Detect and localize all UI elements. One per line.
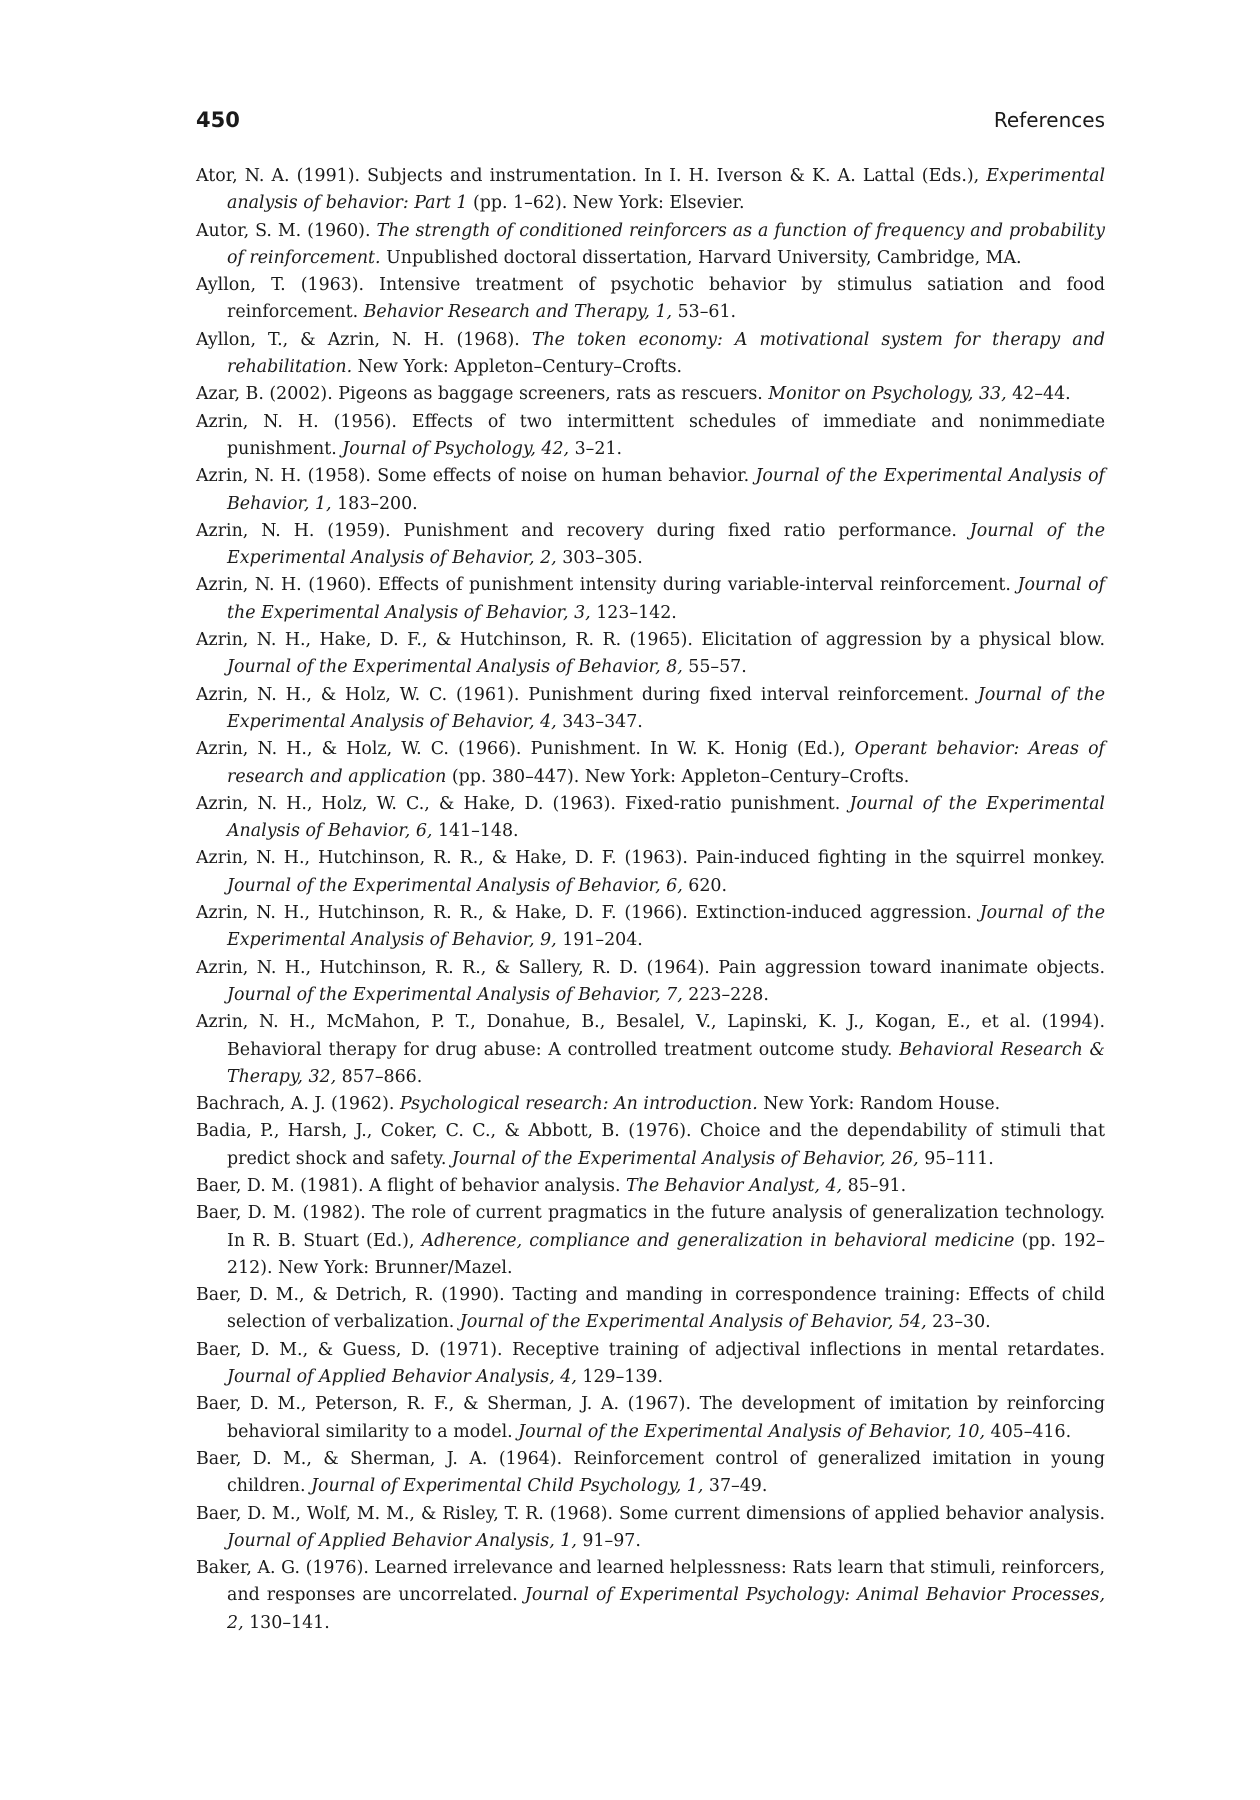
reference-text: Baer, D. M. (1982). The role of current pragmatics in the future analysis of generalization technology. In R. B. Stuart (Ed.),	[196, 1203, 1105, 1251]
reference-pages: 191–204.	[556, 930, 643, 951]
reference-source-title: Journal of the Experimental Analysis of Behavior, 4,	[227, 684, 1106, 732]
reference-entry	[196, 1009, 1105, 1091]
reference-pages: Unpublished doctoral dissertation, Harvard University, Cambridge, MA.	[380, 247, 1022, 268]
reference-pages: 85–91.	[842, 1175, 907, 1196]
reference-pages: 55–57.	[682, 657, 747, 678]
reference-entry	[196, 272, 1105, 327]
reference-pages: 91–97.	[576, 1530, 641, 1551]
reference-text: Azar, B. (2002). Pigeons as baggage screeners, rats as rescuers.	[196, 384, 769, 405]
reference-pages: New York: Random House.	[757, 1094, 1001, 1115]
reference-entry	[196, 218, 1105, 273]
reference-text: Azrin, N. H. (1958). Some effects of noise on human behavior.	[196, 466, 756, 487]
reference-pages: 141–148.	[432, 821, 519, 842]
reference-pages: 37–49.	[703, 1476, 768, 1497]
reference-text: Baer, D. M., Wolf, M. M., & Risley, T. R. (1968). Some current dimensions of applied behavior analysis.	[196, 1503, 1105, 1524]
reference-text: Azrin, N. H. (1959). Punishment and recovery during fixed ratio performance.	[196, 520, 970, 541]
reference-pages: 42–44.	[1006, 384, 1071, 405]
reference-source-title: Journal of the Experimental Analysis of Behavior, 9,	[227, 903, 1106, 951]
reference-pages: 405–416.	[985, 1421, 1072, 1442]
reference-source-title: Journal of Psychology, 42,	[342, 438, 570, 459]
reference-text: Badia, P., Harsh, J., Coker, C. C., & Abbott, B. (1976). Choice and the dependability of stimuli that predict shock and safety.	[196, 1121, 1105, 1169]
reference-entry	[196, 1501, 1105, 1556]
page-header	[196, 108, 1105, 132]
reference-text: Baer, D. M., & Detrich, R. (1990). Tacting and manding in correspondence training: Effects of child selection of verbalization.	[196, 1285, 1105, 1333]
reference-text: Azrin, N. H., Hutchinson, R. R., & Hake, D. F. (1963). Pain-induced fighting in the squirrel monkey.	[196, 848, 1105, 869]
reference-text: Baer, D. M., & Sherman, J. A. (1964). Reinforcement control of generalized imitation in young children.	[196, 1448, 1105, 1497]
reference-text: Ator, N. A. (1991). Subjects and instrumentation. In I. H. Iverson & K. A. Lattal (Eds.),	[196, 166, 987, 186]
reference-source-title: Journal of the Experimental Analysis of Behavior, 6,	[227, 793, 1105, 842]
reference-entry	[196, 463, 1105, 518]
reference-source-title: Journal of the Experimental Analysis of Behavior, 3,	[227, 575, 1106, 623]
reference-pages: New York: Appleton–Century–Crofts.	[352, 357, 683, 378]
reference-source-title: Experimental analysis of behavior: Part 1	[227, 166, 1105, 214]
reference-source-title: Journal of the Experimental Analysis of Behavior, 8,	[227, 657, 683, 678]
reference-text: Azrin, N. H. (1956). Effects of two intermittent schedules of immediate and nonimmediate punishment.	[196, 411, 1105, 459]
reference-source-title: Journal of the Experimental Analysis of Behavior, 10,	[518, 1421, 985, 1442]
reference-text: Baker, A. G. (1976). Learned irrelevance and learned helplessness: Rats learn that stimuli, reinforcers, and responses are uncorrelated.	[196, 1558, 1105, 1606]
reference-entry	[196, 1337, 1105, 1392]
reference-text: Autor, S. M. (1960).	[196, 220, 377, 241]
reference-source-title: Journal of the Experimental Analysis of Behavior, 26,	[451, 1148, 919, 1169]
reference-text: Bachrach, A. J. (1962).	[196, 1094, 400, 1115]
reference-entry	[196, 955, 1105, 1010]
reference-pages: 123–142.	[590, 602, 677, 623]
reference-text: Azrin, N. H., & Holz, W. C. (1961). Punishment during fixed interval reinforcement.	[196, 684, 978, 705]
reference-text: Ayllon, T., & Azrin, N. H. (1968).	[196, 329, 532, 350]
reference-source-title: The Behavior Analyst, 4,	[626, 1175, 843, 1196]
reference-entry	[196, 1555, 1105, 1637]
reference-entry	[196, 327, 1105, 382]
reference-source-title: The strength of conditioned reinforcers as a function of frequency and probability of reinforcement.	[227, 220, 1105, 268]
reference-source-title: Journal of Experimental Psychology: Animal Behavior Processes, 2,	[227, 1585, 1105, 1633]
reference-pages: (pp. 192–212). New York: Brunner/Mazel.	[227, 1230, 1105, 1278]
reference-entry	[196, 409, 1105, 464]
reference-entry	[196, 900, 1105, 955]
reference-source-title: Behavioral Research & Therapy, 32,	[227, 1039, 1105, 1087]
reference-entry	[196, 1200, 1105, 1282]
reference-entry	[196, 1091, 1105, 1118]
reference-pages: 620.	[682, 875, 727, 896]
reference-entry	[196, 845, 1105, 900]
reference-pages: (pp. 1–62). New York: Elsevier.	[467, 193, 745, 214]
reference-source-title: Journal of the Experimental Analysis of Behavior, 2,	[227, 520, 1105, 569]
running-head: References	[993, 108, 1105, 132]
page-number: 450	[196, 108, 240, 132]
reference-text: Ayllon, T. (1963). Intensive treatment of psychotic behavior by stimulus satiation and food reinforcement.	[196, 275, 1105, 323]
reference-entry	[196, 1446, 1105, 1501]
reference-text: Azrin, N. H., Hutchinson, R. R., & Sallery, R. D. (1964). Pain aggression toward inanimate objects.	[196, 957, 1105, 978]
reference-pages: 53–61.	[672, 302, 737, 323]
reference-source-title: Journal of Applied Behavior Analysis, 4,	[227, 1367, 577, 1388]
reference-pages: 223–228.	[682, 984, 769, 1005]
reference-entry	[196, 1282, 1105, 1337]
reference-source-title: Journal of Experimental Child Psychology, 1,	[311, 1476, 704, 1497]
reference-entry	[196, 682, 1105, 737]
reference-entry	[196, 163, 1105, 218]
reference-text: Azrin, N. H., Hutchinson, R. R., & Hake, D. F. (1966). Extinction-induced aggression.	[196, 903, 980, 924]
reference-source-title: Behavior Research and Therapy, 1,	[363, 302, 673, 323]
reference-entry	[196, 572, 1105, 627]
reference-pages: (pp. 380–447). New York: Appleton–Century–Crofts.	[446, 766, 910, 787]
reference-source-title: The token economy: A motivational system for therapy and rehabilitation.	[227, 329, 1105, 378]
reference-source-title: Journal of the Experimental Analysis of Behavior, 1,	[227, 466, 1105, 514]
reference-text: Azrin, N. H., Holz, W. C., & Hake, D. (1963). Fixed-ratio punishment.	[196, 793, 850, 814]
reference-pages: 857–866.	[336, 1066, 423, 1087]
reference-source-title: Journal of the Experimental Analysis of Behavior, 54,	[459, 1312, 927, 1333]
reference-text: Azrin, N. H., Hake, D. F., & Hutchinson, R. R. (1965). Elicitation of aggression by a physical blow.	[196, 630, 1105, 651]
reference-text: Baer, D. M., & Guess, D. (1971). Receptive training of adjectival inflections in mental retardates.	[196, 1339, 1105, 1360]
reference-source-title: Journal of Applied Behavior Analysis, 1,	[227, 1530, 577, 1551]
reference-entry	[196, 736, 1105, 791]
reference-entry	[196, 381, 1105, 408]
reference-entry	[196, 791, 1105, 846]
reference-text: Azrin, N. H. (1960). Effects of punishment intensity during variable-interval reinforcement.	[196, 575, 1018, 596]
reference-entry	[196, 627, 1105, 682]
reference-text: Baer, D. M., Peterson, R. F., & Sherman, J. A. (1967). The development of imitation by reinforcing behavioral similarity to a model.	[196, 1394, 1105, 1442]
reference-pages: 183–200.	[331, 493, 418, 514]
reference-source-title: Journal of the Experimental Analysis of Behavior, 6,	[227, 875, 683, 896]
reference-source-title: Operant behavior: Areas of research and application	[227, 739, 1105, 787]
reference-entry	[196, 1391, 1105, 1446]
reference-pages: 3–21.	[569, 438, 623, 459]
reference-source-title: Monitor on Psychology, 33,	[768, 384, 1007, 405]
reference-pages: 343–347.	[556, 711, 643, 732]
reference-entry	[196, 518, 1105, 573]
reference-entry	[196, 1173, 1105, 1200]
reference-source-title: Adherence, compliance and generalization in behavioral medicine	[421, 1230, 1015, 1251]
reference-pages: 130–141.	[243, 1612, 330, 1633]
reference-pages: 95–111.	[918, 1148, 994, 1169]
reference-entry	[196, 1118, 1105, 1173]
reference-text: Azrin, N. H., McMahon, P. T., Donahue, B., Besalel, V., Lapinski, K. J., Kogan, E., et al. (1994). Behavioral therapy for drug abuse: A controlled treatment outcome study.	[196, 1012, 1105, 1060]
reference-text: Baer, D. M. (1981). A flight of behavior analysis.	[196, 1175, 627, 1196]
reference-source-title: Psychological research: An introduction.	[399, 1094, 758, 1115]
reference-pages: 23–30.	[926, 1312, 991, 1333]
reference-source-title: Journal of the Experimental Analysis of Behavior, 7,	[227, 984, 683, 1005]
reference-pages: 129–139.	[576, 1367, 663, 1388]
reference-text: Azrin, N. H., & Holz, W. C. (1966). Punishment. In W. K. Honig (Ed.),	[196, 739, 855, 760]
reference-list	[196, 163, 1105, 1637]
reference-pages: 303–305.	[556, 548, 643, 569]
